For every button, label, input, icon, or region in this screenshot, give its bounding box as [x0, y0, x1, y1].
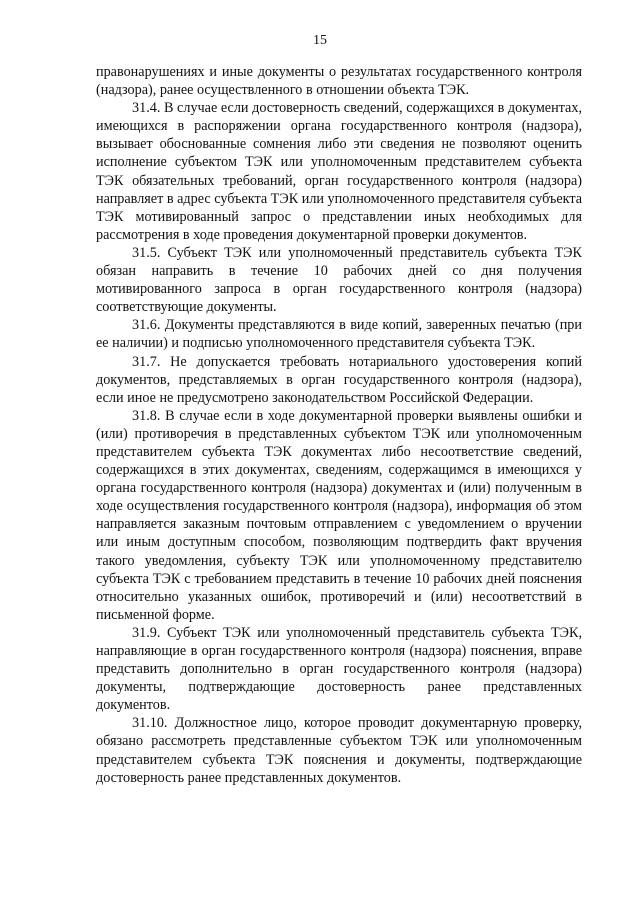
paragraph-31-9: 31.9. Субъект ТЭК или уполномоченный представитель субъекта ТЭК, направляющие в орган государственного контроля (надзора) пояснения, вправе представить дополнительно в орган государственного контроля (надзора) документы, подтверждающие достоверность ранее представленных документов. — [96, 624, 582, 714]
page-number: 15 — [313, 33, 327, 48]
paragraph-31-7: 31.7. Не допускается требовать нотариального удостоверения копий документов, представляемых в орган государственного контроля (надзора), если иное не предусмотрено законодательством Российской Федерации. — [96, 353, 582, 406]
paragraph-31-4: 31.4. В случае если достоверность сведений, содержащихся в документах, имеющихся в распоряжении органа государственного контроля (надзора), вызывает обоснованные сомнения либо эти сведения не позволяют оценить исполнение субъектом ТЭК или уполномоченным представителем субъекта ТЭК обязательных требований, орган государственного контроля (надзора) направляет в адрес субъекта ТЭК или уполномоченного представителя субъекта ТЭК мотивированный запрос о представлении иных необходимых для рассмотрения в ходе проведения документарной проверки документов. — [96, 100, 582, 243]
paragraph-31-6: 31.6. Документы представляются в виде копий, заверенных печатью (при ее наличии) и подписью уполномоченного представителя субъекта ТЭК. — [96, 317, 582, 352]
paragraph-31-5: 31.5. Субъект ТЭК или уполномоченный представитель субъекта ТЭК обязан направить в течение 10 рабочих дней со дня получения мотивированного запроса в орган государственного контроля (надзора) соответствующие документы. — [96, 244, 582, 316]
paragraph-31-3-continuation: правонарушениях и иные документы о результатах государственного контроля (надзора), ранее осуществленного в отношении объекта ТЭК. — [96, 64, 582, 99]
document-body — [96, 63, 582, 787]
paragraph-31-10: 31.10. Должностное лицо, которое проводит документарную проверку, обязано рассмотреть представленные субъектом ТЭК или уполномоченным представителем субъекта ТЭК пояснения и документы, подтверждающие достоверность ранее представленных документов. — [96, 715, 582, 786]
paragraph-31-8: 31.8. В случае если в ходе документарной проверки выявлены ошибки и (или) противоречия в представленных субъектом ТЭК или уполномоченным представителем субъекта ТЭК документах либо несоответствие сведений, содержащихся в этих документах, сведениям, содержащимся в имеющихся у органа государственного контроля (надзора) документах и (или) полученным в ходе осуществления государственного контроля (надзора), информация об этом направляется заказным почтовым отправлением с уведомлением о вручении или иным доступным способом, позволяющим подтвердить факт вручения такого уведомления, субъекту ТЭК или уполномоченному представителю субъекта ТЭК с требованием представить в течение 10 рабочих дней пояснения относительно указанных ошибок, противоречий и (или) несоответствий в письменной форме. — [96, 407, 582, 623]
